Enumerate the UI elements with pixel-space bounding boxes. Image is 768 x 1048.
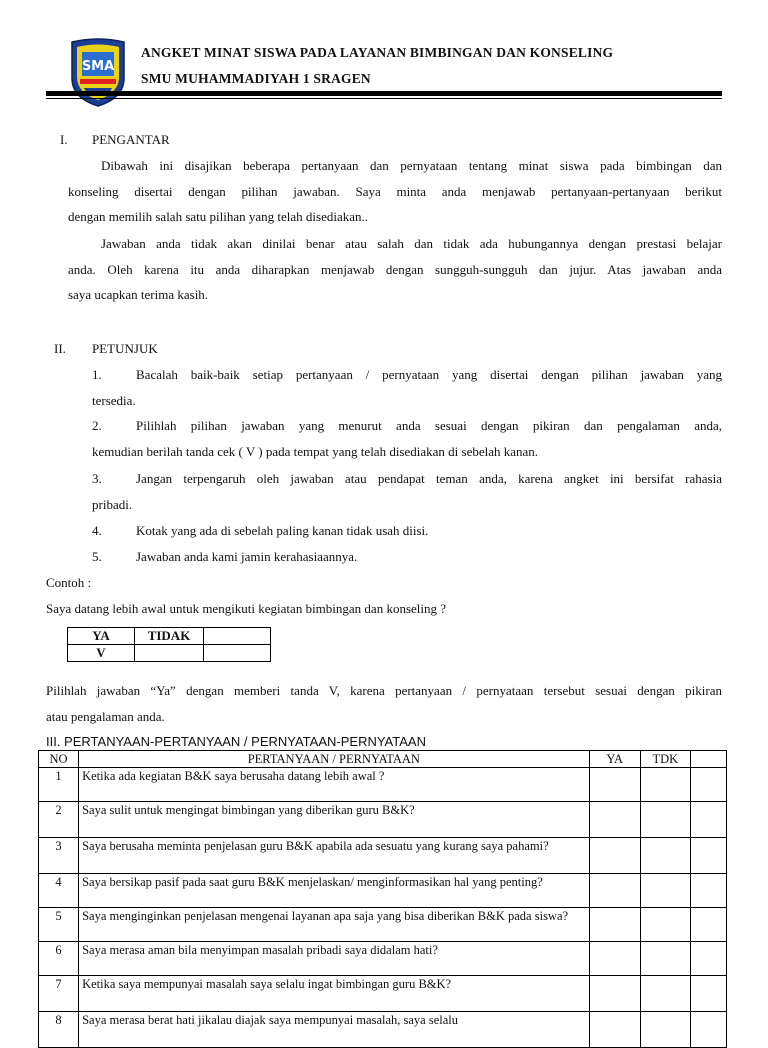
answer-ya-cell[interactable] — [589, 1012, 640, 1048]
blank-cell — [690, 768, 726, 802]
row-question: Ketika saya mempunyai masalah saya selalu ingat bimbingan guru B&K? — [79, 976, 589, 1012]
document-title: ANGKET MINAT SISWA PADA LAYANAN BIMBINGAN DAN KONSELING — [141, 45, 614, 60]
row-question: Saya berusaha meminta penjelasan guru B&K apabila ada sesuatu yang kurang saya pahami? — [79, 838, 589, 874]
questionnaire-table — [38, 750, 727, 1048]
table-row — [39, 874, 727, 908]
section-1-title: PENGANTAR — [92, 132, 170, 147]
section-2-title: PETUNJUK — [92, 341, 158, 356]
blank-cell — [690, 874, 726, 908]
table-row — [39, 1012, 727, 1048]
example-answer-table — [67, 627, 271, 662]
blank-cell — [690, 942, 726, 976]
header-ya: YA — [589, 751, 640, 768]
intro-p2-line1: Jawaban anda tidak akan dinilai benar atau salah dan tidak ada hubungannya dengan prestasi belajar — [101, 236, 722, 251]
answer-tdk-cell[interactable] — [640, 1012, 690, 1048]
section-3-title: III. PERTANYAAN-PERTANYAAN / PERNYATAAN-PERNYATAAN — [46, 734, 426, 749]
example-label: Contoh : — [46, 575, 92, 590]
table-row — [39, 908, 727, 942]
header-rule-thick — [46, 91, 722, 96]
table-row — [39, 942, 727, 976]
row-number: 8 — [39, 1012, 79, 1048]
header-no: NO — [39, 751, 79, 768]
instruction-2-line1: Pilihlah pilihan jawaban yang menurut anda sesuai dengan pikiran dan pengalaman anda, — [136, 418, 722, 433]
answer-tdk-cell[interactable] — [640, 942, 690, 976]
table-row — [39, 768, 727, 802]
example-question: Saya datang lebih awal untuk mengikuti kegiatan bimbingan dan konseling ? — [46, 601, 447, 616]
row-number: 1 — [39, 768, 79, 802]
instruction-4-number: 4. — [92, 523, 102, 538]
answer-ya-cell[interactable] — [589, 942, 640, 976]
row-number: 7 — [39, 976, 79, 1012]
table-row — [39, 802, 727, 838]
example-col-blank — [204, 628, 271, 645]
blank-cell — [690, 976, 726, 1012]
intro-p1-line3: dengan memilih salah satu pilihan yang telah disediakan.. — [68, 209, 369, 224]
row-question: Saya merasa berat hati jikalau diajak saya mempunyai masalah, saya selalu — [79, 1012, 589, 1048]
row-question: Saya menginginkan penjelasan mengenai layanan apa saja yang bisa diberikan B&K pada siswa? — [79, 908, 589, 942]
answer-ya-cell[interactable] — [589, 838, 640, 874]
answer-ya-cell[interactable] — [589, 802, 640, 838]
answer-ya-cell[interactable] — [589, 874, 640, 908]
row-question: Saya bersikap pasif pada saat guru B&K menjelaskan/ menginformasikan hal yang penting? — [79, 874, 589, 908]
row-number: 2 — [39, 802, 79, 838]
svg-text:SMA: SMA — [81, 59, 115, 74]
answer-tdk-cell[interactable] — [640, 874, 690, 908]
instruction-3-number: 3. — [92, 471, 102, 486]
header-rule-thin — [46, 98, 722, 99]
answer-tdk-cell[interactable] — [640, 838, 690, 874]
section-2-number: II. — [54, 341, 66, 356]
table-header-row — [39, 751, 727, 768]
instruction-1-line2: tersedia. — [92, 393, 136, 408]
row-number: 4 — [39, 874, 79, 908]
header-tdk: TDK — [640, 751, 690, 768]
example-col-ya: YA — [68, 628, 135, 645]
example-answer-blank — [204, 645, 271, 662]
answer-ya-cell[interactable] — [589, 976, 640, 1012]
row-question: Saya merasa aman bila menyimpan masalah pribadi saya didalam hati? — [79, 942, 589, 976]
example-answer-tidak — [135, 645, 204, 662]
instruction-3-line2: pribadi. — [92, 497, 133, 512]
instruction-4-line1: Kotak yang ada di sebelah paling kanan tidak usah diisi. — [136, 523, 429, 538]
example-col-tidak: TIDAK — [135, 628, 204, 645]
row-number: 5 — [39, 908, 79, 942]
instruction-1-line1: Bacalah baik-baik setiap pertanyaan / pernyataan yang disertai dengan pilihan jawaban yang — [136, 367, 722, 382]
row-number: 6 — [39, 942, 79, 976]
blank-cell — [690, 1012, 726, 1048]
table-row — [39, 976, 727, 1012]
instruction-5-line1: Jawaban anda kami jamin kerahasiaannya. — [136, 549, 358, 564]
school-name: SMU MUHAMMADIYAH 1 SRAGEN — [141, 71, 371, 86]
blank-cell — [690, 838, 726, 874]
header-blank — [690, 751, 726, 768]
instruction-2-line2: kemudian berilah tanda cek ( V ) pada tempat yang telah disediakan di sebelah kanan. — [92, 444, 539, 459]
answer-tdk-cell[interactable] — [640, 802, 690, 838]
answer-ya-cell[interactable] — [589, 908, 640, 942]
answer-tdk-cell[interactable] — [640, 976, 690, 1012]
answer-ya-cell[interactable] — [589, 768, 640, 802]
row-number: 3 — [39, 838, 79, 874]
blank-cell — [690, 908, 726, 942]
instruction-1-number: 1. — [92, 367, 102, 382]
example-note-line1: Pilihlah jawaban “Ya” dengan memberi tanda V, karena pertanyaan / pernyataan tersebut sesuai dengan pikiran — [46, 683, 722, 698]
instruction-5-number: 5. — [92, 549, 102, 564]
answer-tdk-cell[interactable] — [640, 768, 690, 802]
intro-p2-line3: saya ucapkan terima kasih. — [68, 287, 209, 302]
blank-cell — [690, 802, 726, 838]
header-question: PERTANYAAN / PERNYATAAN — [79, 751, 589, 768]
table-row — [39, 838, 727, 874]
intro-p1-line2: konseling disertai dengan pilihan jawaban. Saya minta anda menjawab pertanyaan-pertanyaan berikut — [68, 184, 722, 199]
section-1-number: I. — [60, 132, 68, 147]
answer-tdk-cell[interactable] — [640, 908, 690, 942]
row-question: Saya sulit untuk mengingat bimbingan yang diberikan guru B&K? — [79, 802, 589, 838]
example-answer-ya: V — [68, 645, 135, 662]
intro-p1-line1: Dibawah ini disajikan beberapa pertanyaan dan pernyataan tentang minat siswa pada bimbingan dan — [101, 158, 722, 173]
instruction-2-number: 2. — [92, 418, 102, 433]
intro-p2-line2: anda. Oleh karena itu anda diharapkan menjawab dengan sungguh-sungguh dan jujur. Atas jawaban anda — [68, 262, 722, 277]
example-note-line2: atau pengalaman anda. — [46, 709, 165, 724]
row-question: Ketika ada kegiatan B&K saya berusaha datang lebih awal ? — [79, 768, 589, 802]
instruction-3-line1: Jangan terpengaruh oleh jawaban atau pendapat teman anda, karena angket ini bersifat rahasia — [136, 471, 722, 486]
